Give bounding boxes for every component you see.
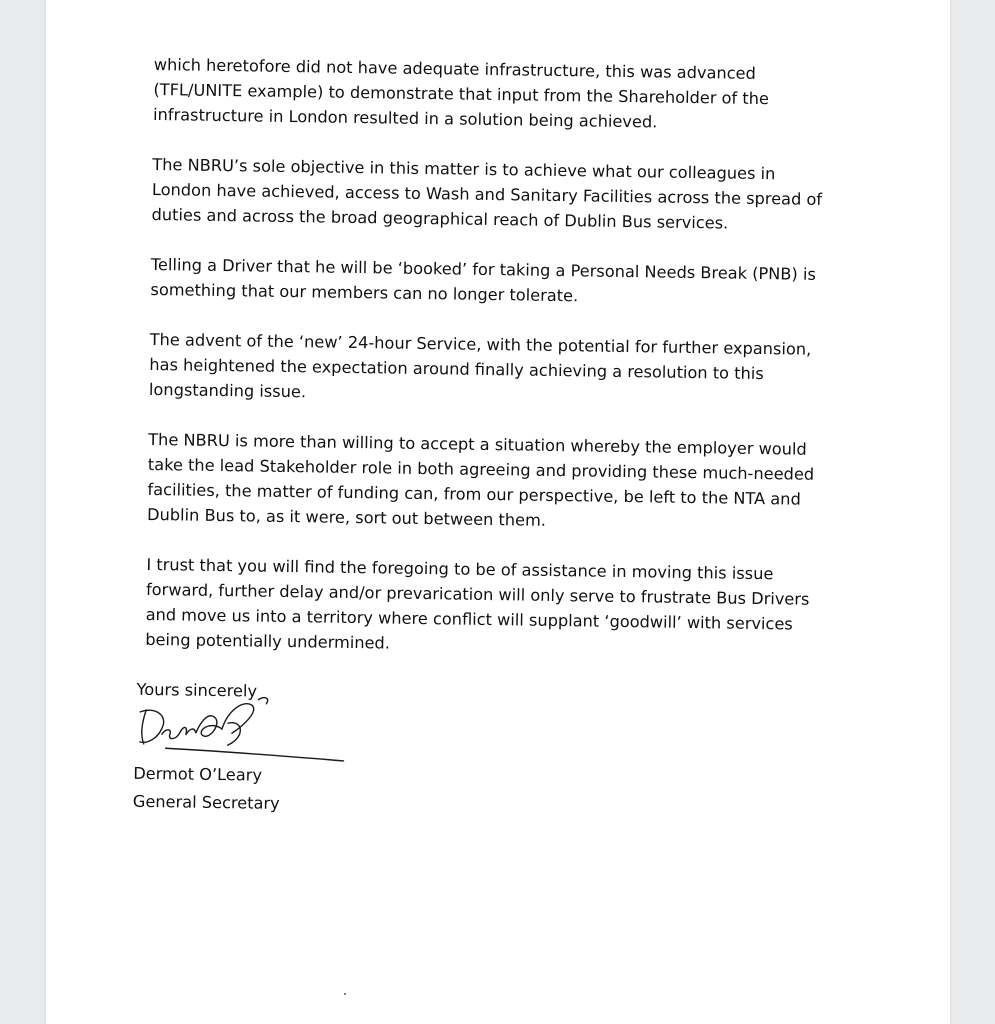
- paragraph-infrastructure: which heretofore did not have adequate infrastructure, this was advanced (TFL/UNITE example) to demonstrate that input from the Shareholder of the infrastructure in London resulted in a solution being achieved.: [152, 54, 770, 132]
- paragraph-stakeholder: The NBRU is more than willing to accept a situation whereby the employer would take the lead Stakeholder role in both agreeing and providing these much-needed facilities, the matter of funding can, from our perspective, be left to the NTA and Dublin Bus to, as it were, sort out between them.: [146, 429, 815, 530]
- paragraph-pnb: Telling a Driver that he will be ‘booked’ for taking a Personal Needs Break (PNB) is something that our members can no longer tolerate.: [150, 254, 817, 306]
- paragraph-24-hour-service: The advent of the ‘new’ 24-hour Service, with the potential for further expansion, has heightened the expectation around finally achieving a resolution to this longstanding issue.: [148, 329, 812, 402]
- letter-page: [46, 0, 950, 1024]
- signatory-name: Dermot O’Leary: [133, 763, 263, 785]
- letter-body: [132, 52, 854, 826]
- signatory-title: General Secretary: [132, 791, 280, 813]
- closing-salutation: Yours sincerely: [136, 679, 258, 701]
- speck-mark: [344, 993, 346, 995]
- paragraph-objective: The NBRU’s sole objective in this matter is to achieve what our colleagues in London have achieved, access to Wash and Sanitary Facilities across the spread of duties and across the broad geographical reach of Dublin Bus services.: [151, 154, 823, 233]
- paragraph-conclusion: I trust that you will find the foregoing to be of assistance in moving this issue forward, further delay and/or prevarication will only serve to frustrate Bus Drivers and move us into a territory where conflict will supplant ‘goodwill’ with services being potentially undermined.: [145, 554, 810, 653]
- handwritten-signature: [131, 702, 372, 764]
